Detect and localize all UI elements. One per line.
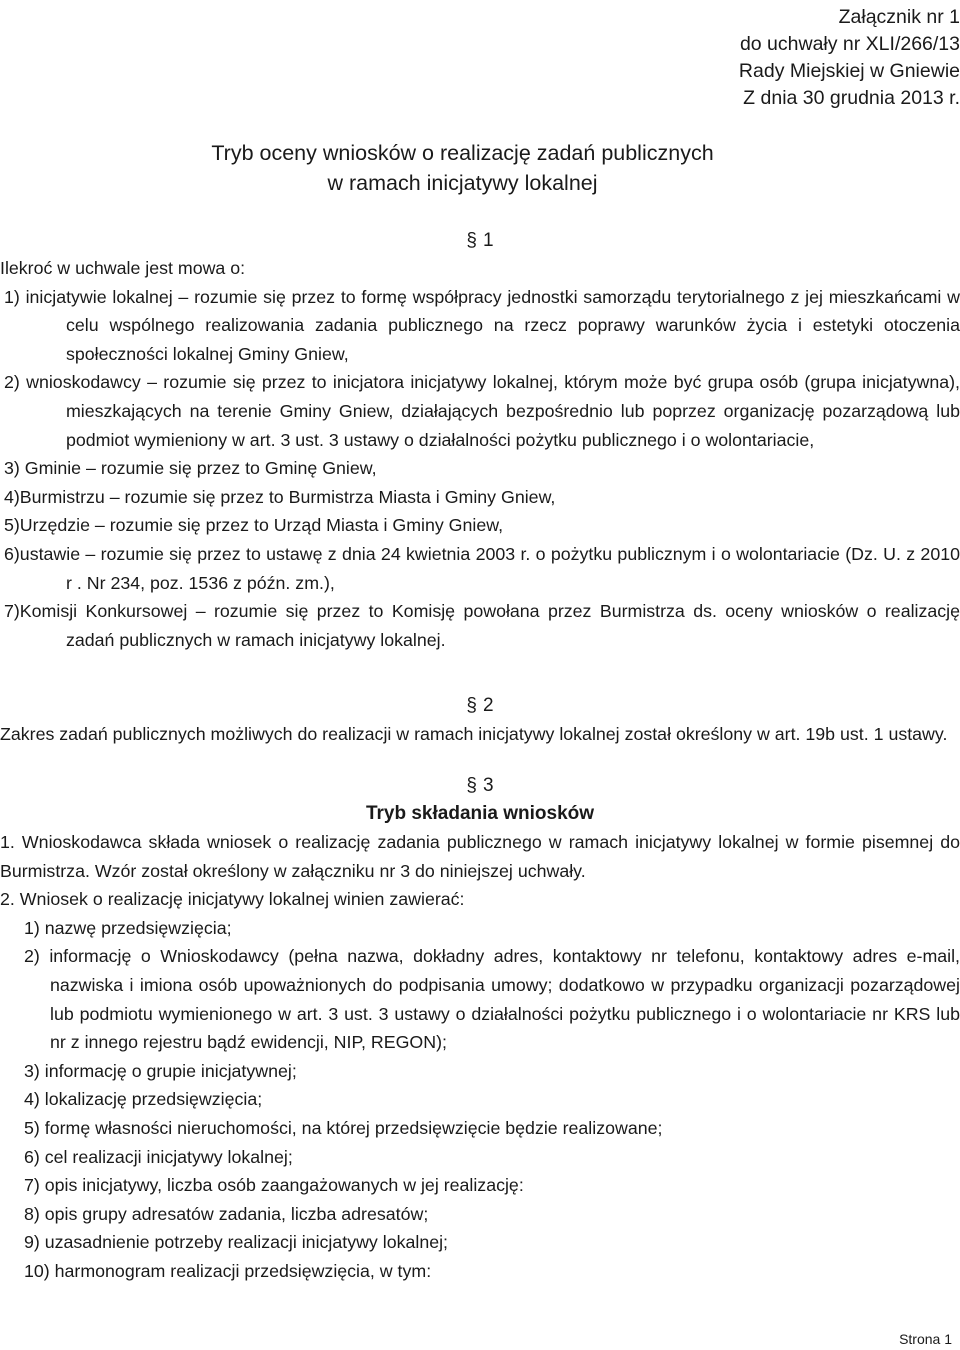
paragraph-symbol: § [466, 695, 477, 716]
requirement-item: 4) lokalizację przedsięwzięcia; [24, 1089, 263, 1110]
section-2-heading [0, 694, 960, 718]
annex-header [739, 4, 960, 112]
requirement-item: 8) opis grupy adresatów zadania, liczba adresatów; [24, 1203, 429, 1224]
document-title [150, 138, 775, 198]
section-number: 3 [483, 775, 494, 796]
requirement-item: 9) uzasadnienie potrzeby realizacji inicjatywy lokalnej; [24, 1232, 448, 1253]
requirement-item: 1) nazwę przedsięwzięcia; [24, 917, 232, 938]
section-3-body [0, 828, 960, 1286]
annex-line: do uchwały nr XLI/266/13 [739, 33, 960, 55]
definition-item: 6)ustawie – rozumie się przez to ustawę z dnia 24 kwietnia 2003 r. o pożytku publicznym i o wolontariacie (Dz. U. z 2010 r . Nr 234, poz. 1536 z późn. zm.), [4, 543, 960, 593]
section-1-intro: Ilekroć w uchwale jest mowa o: [0, 258, 246, 278]
definition-item: 3) Gminie – rozumie się przez to Gminę Gniew, [4, 458, 377, 479]
requirement-item: 5) formę własności nieruchomości, na której przedsięwzięcie będzie realizowane; [24, 1117, 663, 1138]
title-line: Tryb oceny wniosków o realizację zadań publicznych [211, 141, 714, 165]
section-3-para-1: 1. Wnioskodawca składa wniosek o realizację zadania publicznego w ramach inicjatywy lokalnej w formie pisemnej do Burmistrza. Wzór został określony w załączniku nr 3 do niniejszej uchwały. [0, 832, 960, 881]
paragraph-symbol: § [466, 775, 477, 796]
section-3-para-2: 2. Wniosek o realizację inicjatywy lokalnej winien zawierać: [0, 889, 465, 910]
section-3-title: Tryb składania wniosków [365, 803, 595, 824]
section-3-heading [0, 774, 960, 798]
requirement-item: 10) harmonogram realizacji przedsięwzięcia, w tym: [24, 1260, 432, 1281]
section-number: 1 [483, 230, 494, 251]
requirement-item: 3) informację o grupie inicjatywnej; [24, 1060, 297, 1081]
definition-item: 5)Urzędzie – rozumie się przez to Urząd Miasta i Gminy Gniew, [4, 515, 504, 536]
section-2-text: Zakres zadań publicznych możliwych do realizacji w ramach inicjatywy lokalnej został określony w art. 19b ust. 1 ustawy. [0, 724, 948, 744]
requirement-item: 7) opis inicjatywy, liczba osób zaangażowanych w jej realizację: [24, 1175, 524, 1196]
section-1-body [0, 254, 960, 654]
definition-item: 4)Burmistrzu – rozumie się przez to Burmistrza Miasta i Gminy Gniew, [4, 486, 556, 507]
requirement-item: 2) informację o Wnioskodawcy (pełna nazwa, dokładny adres, kontaktowy nr telefonu, kontaktowy adres e-mail, nazwiska i imiona osób upoważnionych do podpisania umowy; dodatkowo w przypadku organizacji pozarządowej lub podmiotu wymienionego w art. 3 ust. 3 ustawy o działalności pożytku publicznego i o wolontariacie nr KRS lub nr z innego rejestru bądź ewidencji, NIP, REGON); [24, 946, 960, 1053]
annex-line: Rady Miejskiej w Gniewie [738, 60, 960, 82]
definition-item: 2) wnioskodawcy – rozumie się przez to inicjatora inicjatywy lokalnej, którym może być grupa osób (grupa inicjatywna), mieszkających na terenie Gminy Gniew, działających bezpośrednio lub poprzez organizację pozarządową lub podmiot wymieniony w art. 3 ust. 3 ustawy o działalności pożytku publicznego i o wolontariacie, [4, 372, 960, 450]
definition-item: 7)Komisji Konkursowej – rozumie się przez to Komisję powołana przez Burmistrza ds. oceny wniosków o realizację zadań publicznych w ramach inicjatywy lokalnej. [4, 601, 960, 650]
definition-item: 1) inicjatywie lokalnej – rozumie się przez to formę współpracy jednostki samorządu terytorialnego z jej mieszkańcami w celu wspólnego realizowania zadania publicznego na rzecz poprawy warunków życia i estetyki otoczenia społeczności lokalnej Gminy Gniew, [4, 286, 960, 364]
section-1-heading [0, 229, 960, 253]
section-number: 2 [483, 695, 494, 716]
requirement-item: 6) cel realizacji inicjatywy lokalnej; [24, 1146, 293, 1167]
page-number: Strona 1 [899, 1331, 952, 1347]
annex-line: Z dnia 30 grudnia 2013 r. [743, 87, 960, 109]
annex-line: Załącznik nr 1 [838, 6, 960, 28]
paragraph-symbol: § [466, 230, 477, 251]
title-line: w ramach inicjatywy lokalnej [327, 171, 598, 195]
section-2-body [0, 720, 960, 749]
